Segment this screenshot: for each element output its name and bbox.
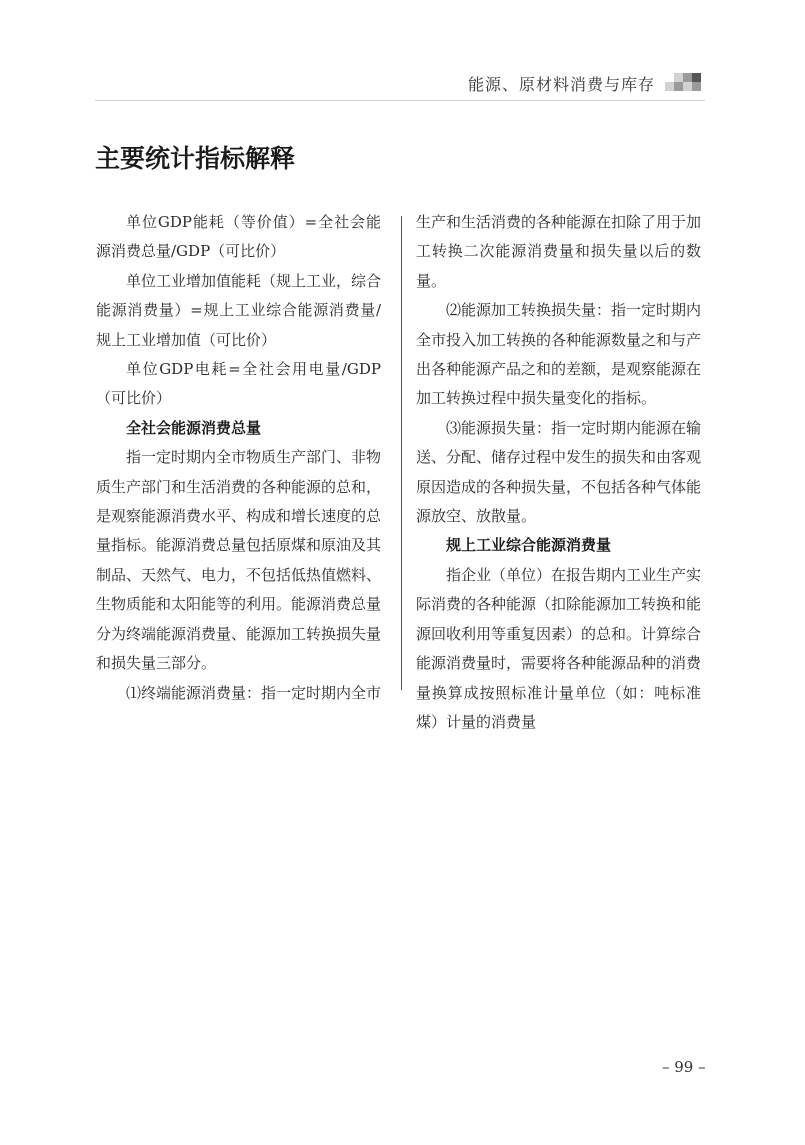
industrial-energy-definition: 指企业（单位）在报告期内工业生产实际消费的各种能源（扣除能源加工转换和能源回收利用等重复因素）的总和。计算综合能源消费量时，需要将各种能源品种的消费量换算成按照标准计量单位（如：吨标准煤）计量的消费量 — [416, 565, 702, 731]
page-number: – 99 – — [662, 1058, 706, 1076]
section-title: 主要统计指标解释 — [95, 143, 296, 173]
header-rule — [95, 100, 705, 101]
left-column — [96, 208, 381, 708]
conversion-loss-definition: ⑵能源加工转换损失量：指一定时期内全市投入加工转换的各种能源数量之和与产出各种能源产品之和的差额，是观察能源在加工转换过程中损失量变化的指标。 — [416, 301, 702, 408]
header-checker-decoration-icon — [665, 71, 701, 93]
total-energy-definition: 指一定时期内全市物质生产部门、非物质生产部门和生活消费的各种能源的总和，是观察能源消费水平、构成和增长速度的总量指标。能源消费总量包括原煤和原油及其制品、天然气、电力，不包括低热值燃料、生物质能和太阳能等的利用。能源消费总量分为终端能源消费量、能源加工转换损失量和损失量三部分。 — [96, 448, 382, 673]
terminal-energy-definition-end: 生产和生活消费的各种能源在扣除了用于加工转换二次能源消费量和损失量以后的数量。 — [416, 213, 702, 290]
industrial-energy-formula: 单位工业增加值能耗（规上工业，综合能源消费量）=规上工业综合能源消费量/规上工业增加值（可比价） — [96, 271, 382, 349]
column-divider — [401, 216, 402, 690]
gdp-electricity-formula: 单位GDP电耗=全社会用电量/GDP（可比价） — [96, 360, 381, 408]
running-header-title: 能源、原材料消费与库存 — [467, 75, 655, 94]
right-column — [416, 208, 701, 737]
gdp-energy-formula: 单位GDP能耗（等价值）=全社会能源消费总量/GDP（可比价） — [96, 213, 381, 261]
industrial-energy-heading: 规上工业综合能源消费量 — [446, 536, 612, 555]
terminal-energy-definition-start: ⑴终端能源消费量：指一定时期内全市 — [126, 683, 382, 702]
total-energy-heading: 全社会能源消费总量 — [126, 418, 262, 437]
energy-loss-definition: ⑶能源损失量：指一定时期内能源在输送、分配、储存过程中发生的损失和由客观原因造成的各种损失量，不包括各种气体能源放空、放散量。 — [416, 418, 702, 526]
